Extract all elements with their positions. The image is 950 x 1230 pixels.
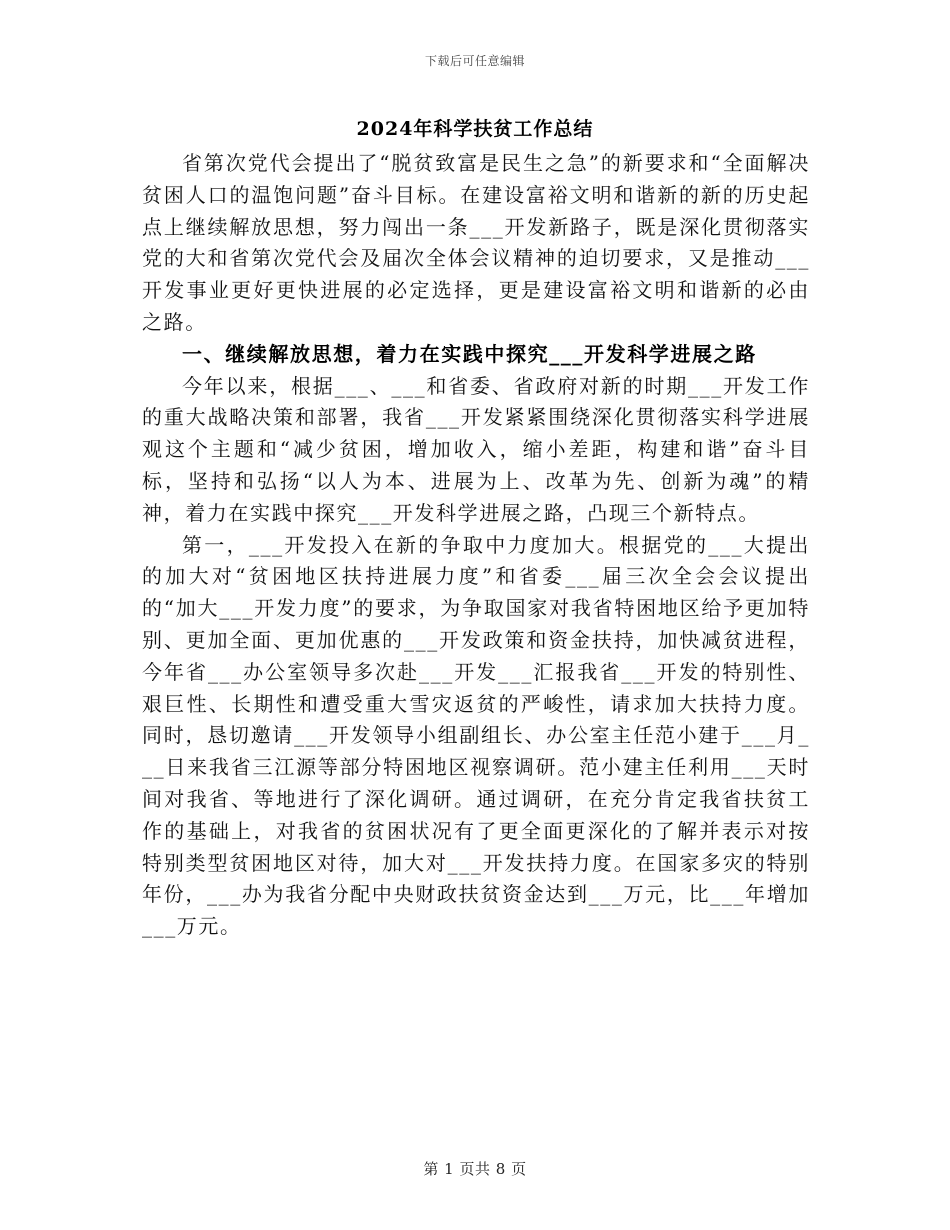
document-body — [142, 148, 810, 943]
body-paragraph-1: 今年以来，根据___、___和省委、省政府对新的时期___开发工作的重大战略决策和部署，我省___开发紧紧围绕深化贯彻落实科学进展观这个主题和“减少贫困，增加收入，缩小差距，构建和谐”奋斗目标，坚持和弘扬“以人为本、进展为上、改革为先、创新为魂”的精神，着力在实践中探究___开发科学进展之路，凸现三个新特点。 — [142, 373, 810, 525]
page-header-note: 下载后可任意编辑 — [424, 54, 525, 68]
section-heading-1: 一、继续解放思想，着力在实践中探究___开发科学进展之路 — [182, 341, 757, 366]
intro-paragraph: 省第次党代会提出了“脱贫致富是民生之急”的新要求和“全面解决贫困人口的温饱问题”奋斗目标。在建设富裕文明和谐新的新的历史起点上继续解放思想，努力闯出一条___开发新路子，既是深化贯彻落实党的大和省第次党代会及届次全体会议精神的迫切要求，又是推动___开发事业更好更快进展的必定选择，更是建设富裕文明和谐新的必由之路。 — [142, 151, 810, 334]
body-paragraph-2: 第一，___开发投入在新的争取中力度加大。根据党的___大提出的加大对“贫困地区扶持进展力度”和省委___届三次全会会议提出的“加大___开发力度”的要求，为争取国家对我省特困地区给予更加特别、更加全面、更加优惠的___开发政策和资金扶持，加快减贫进程，今年省___办公室领导多次赴___开发___汇报我省___开发的特别性、艰巨性、长期性和遭受重大雪灾返贫的严峻性，请求加大扶持力度。同时，恳切邀请___开发领导小组副组长、办公室主任范小建于___月___日来我省三江源等部分特困地区视察调研。范小建主任利用___天时间对我省、等地进行了深化调研。通过调研，在充分肯定我省扶贫工作的基础上，对我省的贫困状况有了更全面更深化的了解并表示对按特别类型贫困地区对待，加大对___开发扶持力度。在国家多灾的特别年份，___办为我省分配中央财政扶贫资金达到___万元，比___年增加___万元。 — [142, 532, 810, 939]
document-title: 2024年科学扶贫工作总结 — [356, 118, 594, 140]
page-number-footer: 第 1 页共 8 页 — [423, 1160, 527, 1178]
